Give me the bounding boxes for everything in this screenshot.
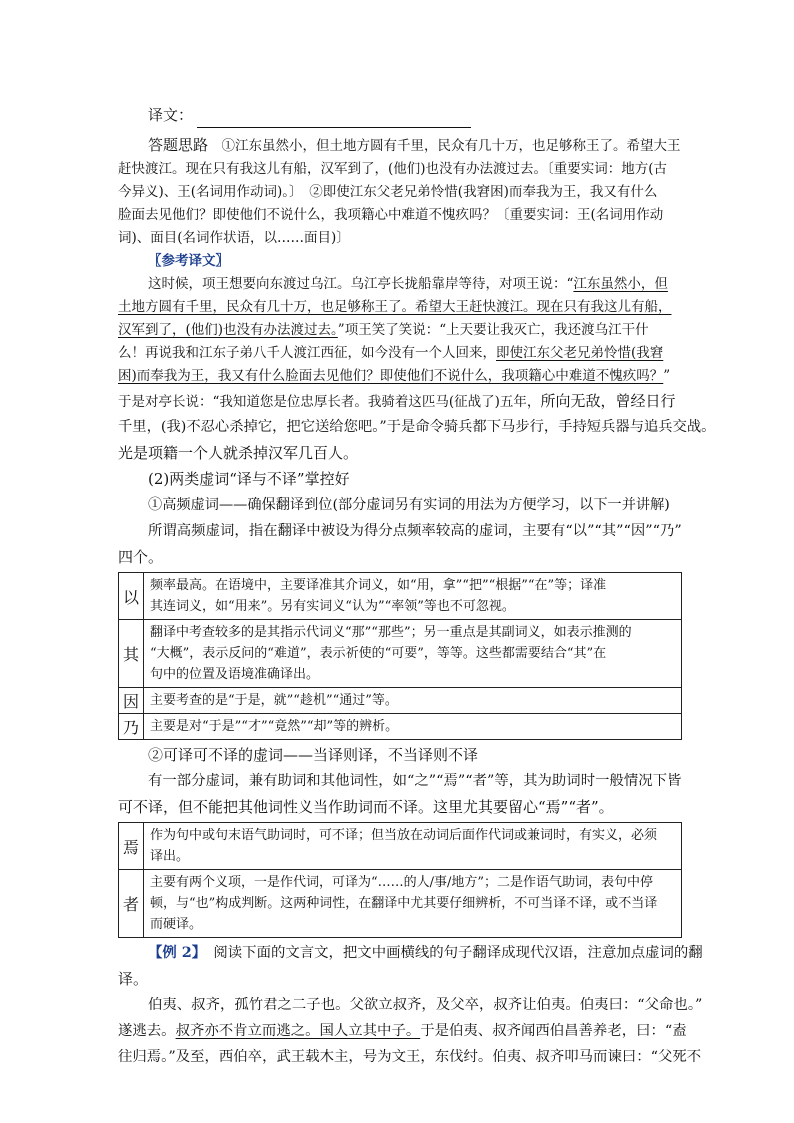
keyword-cell: 焉: [119, 823, 144, 870]
passage-line-2: 遂逃去。叔齐亦不肯立而逃之。国人立其中子。于是伯夷、叔齐闻西伯昌善养老，曰：“盍: [118, 1023, 687, 1039]
intro-line-2: 四个。: [118, 548, 164, 566]
reference-header: 〖参考译文〗: [148, 253, 229, 269]
keyword-cell: 以: [119, 573, 144, 620]
answer-label: 答题思路: [148, 136, 209, 154]
keyword-cell: 乃: [119, 714, 144, 740]
table-row: [119, 688, 682, 714]
reference-line-8: 光是项籍一个人就杀掉汉军几百人。: [118, 444, 359, 462]
reference-line-1: 这时候，项王想要向东渡过乌江。乌江亭长拢船靠岸等待，对项王说：“江东虽然小，但: [148, 276, 668, 292]
translation-label: 译文：: [148, 106, 194, 124]
high-frequency-table: [118, 572, 682, 740]
table-row: [119, 620, 682, 688]
keyword-cell: 因: [119, 688, 144, 714]
table-row: [119, 823, 682, 870]
table-row: [119, 573, 682, 620]
example-2: [118, 940, 703, 1070]
reference-translation: [118, 250, 716, 466]
intro-line-3: 有一部分虚词，兼有助词和其他词性，如“之”“焉”“者”等，其为助词时一般情况下皆: [148, 773, 682, 789]
passage-line-1: 伯夷、叔齐，孤竹君之二子也。父欲立叔齐，及父卒，叔齐让伯夷。伯夷曰：“父命也。”: [148, 997, 703, 1013]
subsection-1-heading: ①高频虚词——确保翻译到位(部分虚词另有实词的用法为方便学习，以下一并讲解): [148, 497, 670, 513]
answer-line-5: 词)、面目(名词作状语，以……面目)〕: [118, 230, 350, 246]
example-tag: 【例 2】: [148, 944, 199, 961]
explanation-cell: 频率最高。在语境中，主要译准其介词义，如“用，拿”“把”“根据”“在”等；译准 其连词义，如“用来”。另有实词义“认为”“率领”等也不可忽视。: [144, 573, 682, 620]
table-row: [119, 714, 682, 740]
example-instruction: 【例 2】 阅读下面的文言文，把文中画横线的句子翻译成现代汉语，注意加点虚词的翻: [148, 944, 703, 961]
intro-line-4: 可不译，但不能把其他词性义当作助词而不译。这里尤其要留心“焉”“者”。: [118, 798, 614, 816]
reference-line-4: 么！再说我和江东子弟八千人渡江西征，如今没有一个人回来，即使江东父老兄弟怜惜(我窘: [118, 345, 664, 361]
intro-line-1: 所谓高频虚词，指在翻译中被设为得分点频率较高的虚词，主要有“以”“其”“因”“乃”: [148, 523, 682, 539]
optional-translation-table: [118, 822, 682, 938]
document-body: [118, 102, 716, 1070]
underlined-sentence: 叔齐亦不肯立而逃之。国人立其中子。: [175, 1023, 421, 1039]
reference-line-3: 汉军到了，(他们)也没有办法渡过去。”项王笑了笑说：“上天要让我灭亡，我还渡乌江干什: [118, 322, 649, 338]
example-instruction-end: 译。: [118, 970, 149, 988]
answer-line-2: 赶快渡江。现在只有我这儿有船，汉军到了，(他们)也没有办法渡过去。〔重要实词：地方(古: [118, 161, 668, 177]
table-row: [119, 870, 682, 938]
explanation-cell: 主要考查的是“于是，就”“趁机”“通过”等。: [144, 688, 682, 714]
section-2: [118, 466, 683, 938]
keyword-cell: 者: [119, 870, 144, 938]
passage-line-3: 往归焉。”及至，西伯卒，武王载木主，号为文王，东伐纣。伯夷、叔齐叩马而谏曰：“父死不: [118, 1049, 702, 1065]
reference-line-6: 于是对亭长说：“我知道您是位忠厚长者。我骑着这匹马(征战了)五年，所向无敌，曾经日行: [118, 392, 676, 410]
reference-line-7: 千里，(我)不忍心杀掉它，把它送给您吧。”于是命令骑兵都下马步行，手持短兵器与追兵交战。: [118, 419, 716, 435]
answer-line-1: 答题思路 ①江东虽然小，但土地方圆有千里，民众有几十万，也足够称王了。希望大王: [148, 136, 681, 154]
subsection-2-heading: ②可译可不译的虚词——当译则译，不当译则不译: [148, 746, 479, 764]
answer-analysis: [118, 132, 683, 250]
section-heading: (2)两类虚词“译与不译”掌控好: [148, 470, 350, 488]
answer-line-3: 今异义)、王(名词用作动词)。〕 ②即使江东父老兄弟怜惜(我窘困)而奉我为王，我又有什么: [118, 184, 658, 200]
keyword-cell: 其: [119, 620, 144, 688]
reference-line-2: 土地方圆有千里，民众有几十万，也足够称王了。希望大王赶快渡江。现在只有我这儿有船，: [118, 299, 672, 315]
translation-line: [118, 102, 683, 128]
answer-line-4: 脸面去见他们？即使他们不说什么，我项籍心中难道不愧疚吗？〔重要实词：王(名词用作动: [118, 207, 664, 223]
explanation-cell: 作为句中或句末语气助词时，可不译；但当放在动词后面作代词或兼词时，有实义，必须 译出。: [144, 823, 682, 870]
answer-blank: [197, 113, 471, 128]
explanation-cell: 翻译中考查较多的是其指示代词义“那”“那些”；另一重点是其副词义，如表示推测的 “大概”，表示反问的“难道”，表示祈使的“可要”，等等。这些都需要结合“其”在 句中的位置及语境准确译出。: [144, 620, 682, 688]
explanation-cell: 主要有两个义项，一是作代词，可译为“……的人/事/地方”；二是作语气助词，表句中停 顿，与“也”构成判断。这两种词性，在翻译中尤其要仔细辨析，不可当译不译，或不当译 而硬译。: [144, 870, 682, 938]
reference-line-5: 困)而奉我为王，我又有什么脸面去见他们？即使他们不说什么，我项籍心中难道不愧疚吗？”: [118, 368, 671, 384]
explanation-cell: 主要是对“于是”“才”“竟然”“却”等的辨析。: [144, 714, 682, 740]
